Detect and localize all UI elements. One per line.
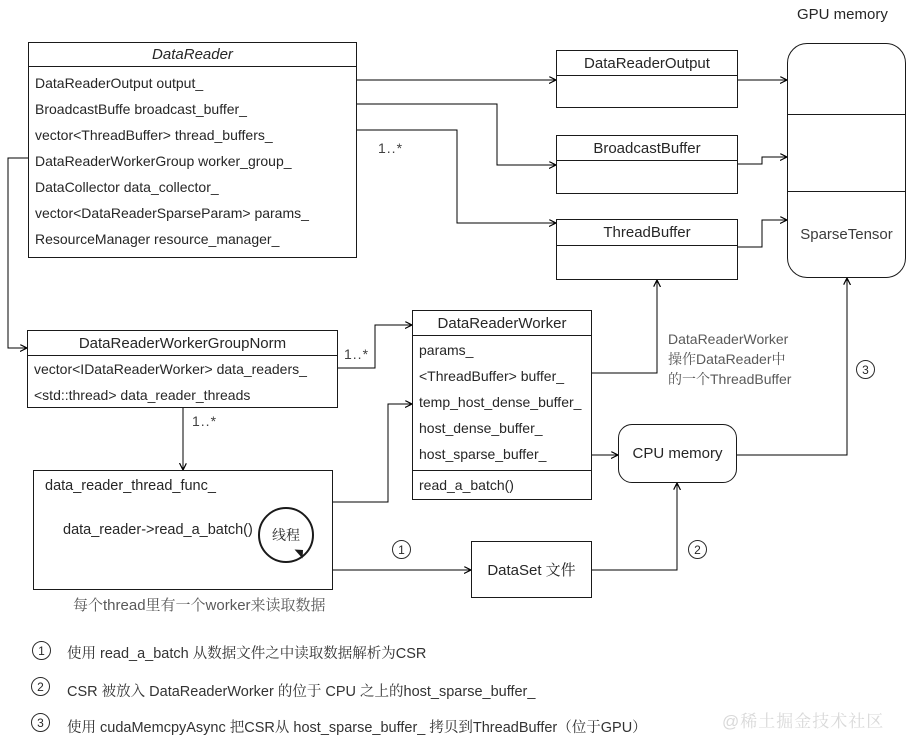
connector-threadbuffer-to-gpu: [738, 220, 787, 247]
connector-dataset-to-cpu: [592, 483, 677, 570]
step1-marker: 1: [32, 641, 51, 660]
step3-marker-inline: 3: [856, 360, 875, 379]
thread-worker-note: 每个thread里有一个worker来读取数据: [73, 597, 326, 614]
worker-threadbuffer-note: [668, 329, 791, 389]
class-broadcastbuffer-title: BroadcastBuffer: [557, 136, 737, 161]
field-host-sparse-buffer: host_sparse_buffer_: [419, 446, 547, 462]
field-params: params_: [419, 342, 474, 358]
thread-loop-label: 线程: [272, 527, 300, 543]
class-datareaderworker: [412, 310, 592, 500]
class-datareaderoutput: [556, 50, 738, 108]
class-datareader-fields: [29, 67, 356, 252]
gpu-slot-output: [788, 44, 905, 114]
field-temp-host-dense-buffer: temp_host_dense_buffer_: [419, 394, 582, 410]
field-data-readers: vector<IDataReaderWorker> data_readers_: [34, 361, 307, 377]
connector-broadcast-to-gpu: [738, 157, 787, 164]
step2-marker: 2: [31, 677, 50, 696]
field-resource-manager: ResourceManager resource_manager_: [35, 231, 280, 247]
multiplicity-workergroup-threads: 1..*: [192, 413, 218, 429]
class-datareader: [28, 42, 357, 258]
class-broadcastbuffer: [556, 135, 738, 194]
step1-text: 使用 read_a_batch 从数据文件之中读取数据解析为CSR: [67, 646, 427, 662]
class-datareader-title: DataReader: [29, 43, 356, 67]
field-data-reader-threads: <std::thread> data_reader_threads: [34, 387, 251, 403]
thread-func-call: data_reader->read_a_batch(): [63, 522, 253, 538]
connector-datareader-to-workergroup: [8, 158, 28, 348]
field-host-dense-buffer: host_dense_buffer_: [419, 420, 543, 436]
class-datareaderworker-title: DataReaderWorker: [413, 311, 591, 336]
dataset-file-box: DataSet 文件: [471, 541, 592, 598]
class-threadbuffer: [556, 219, 738, 280]
gpu-memory-label: GPU memory: [797, 6, 888, 23]
gpu-slot-broadcast: [788, 114, 905, 191]
field-data-collector: DataCollector data_collector_: [35, 179, 219, 195]
class-threadbuffer-title: ThreadBuffer: [557, 220, 737, 246]
field-broadcast-buffer: BroadcastBuffe broadcast_buffer_: [35, 101, 247, 117]
watermark: @稀土掘金技术社区: [722, 712, 885, 731]
worker-note-line2: 操作DataReader中: [668, 351, 786, 367]
field-thread-buffers: vector<ThreadBuffer> thread_buffers_: [35, 127, 273, 143]
class-workergroupnorm-title: DataReaderWorkerGroupNorm: [28, 331, 337, 356]
step2-marker-inline: 2: [688, 540, 707, 559]
step3-text: 使用 cudaMemcpyAsync 把CSR从 host_sparse_buffer_ 拷贝到ThreadBuffer（位于GPU）: [67, 720, 647, 736]
step3-marker: 3: [31, 713, 50, 732]
step2-text: CSR 被放入 DataReaderWorker 的位于 CPU 之上的host_sparse_buffer_: [67, 684, 536, 700]
field-output: DataReaderOutput output_: [35, 75, 204, 91]
field-worker-group: DataReaderWorkerGroup worker_group_: [35, 153, 292, 169]
gpu-memory-box: [787, 43, 906, 278]
multiplicity-workergroup-workers: 1..*: [344, 346, 370, 362]
method-read-a-batch: read_a_batch(): [413, 470, 591, 500]
connector-worker-to-threadbuffer: [592, 280, 657, 373]
worker-note-line1: DataReaderWorker: [668, 331, 789, 347]
field-params: vector<DataReaderSparseParam> params_: [35, 205, 309, 221]
gpu-slot-sparsetensor: SparseTensor: [788, 191, 905, 277]
thread-func-title: data_reader_thread_func_: [45, 478, 216, 494]
field-buffer: <ThreadBuffer> buffer_: [419, 368, 565, 384]
class-datareaderoutput-title: DataReaderOutput: [557, 51, 737, 76]
multiplicity-datareader-buffers: 1..*: [378, 140, 404, 156]
step1-marker-inline: 1: [392, 540, 411, 559]
class-workergroupnorm: [27, 330, 338, 408]
worker-note-line3: 的一个ThreadBuffer: [668, 371, 792, 387]
cpu-memory-box: CPU memory: [618, 424, 737, 483]
